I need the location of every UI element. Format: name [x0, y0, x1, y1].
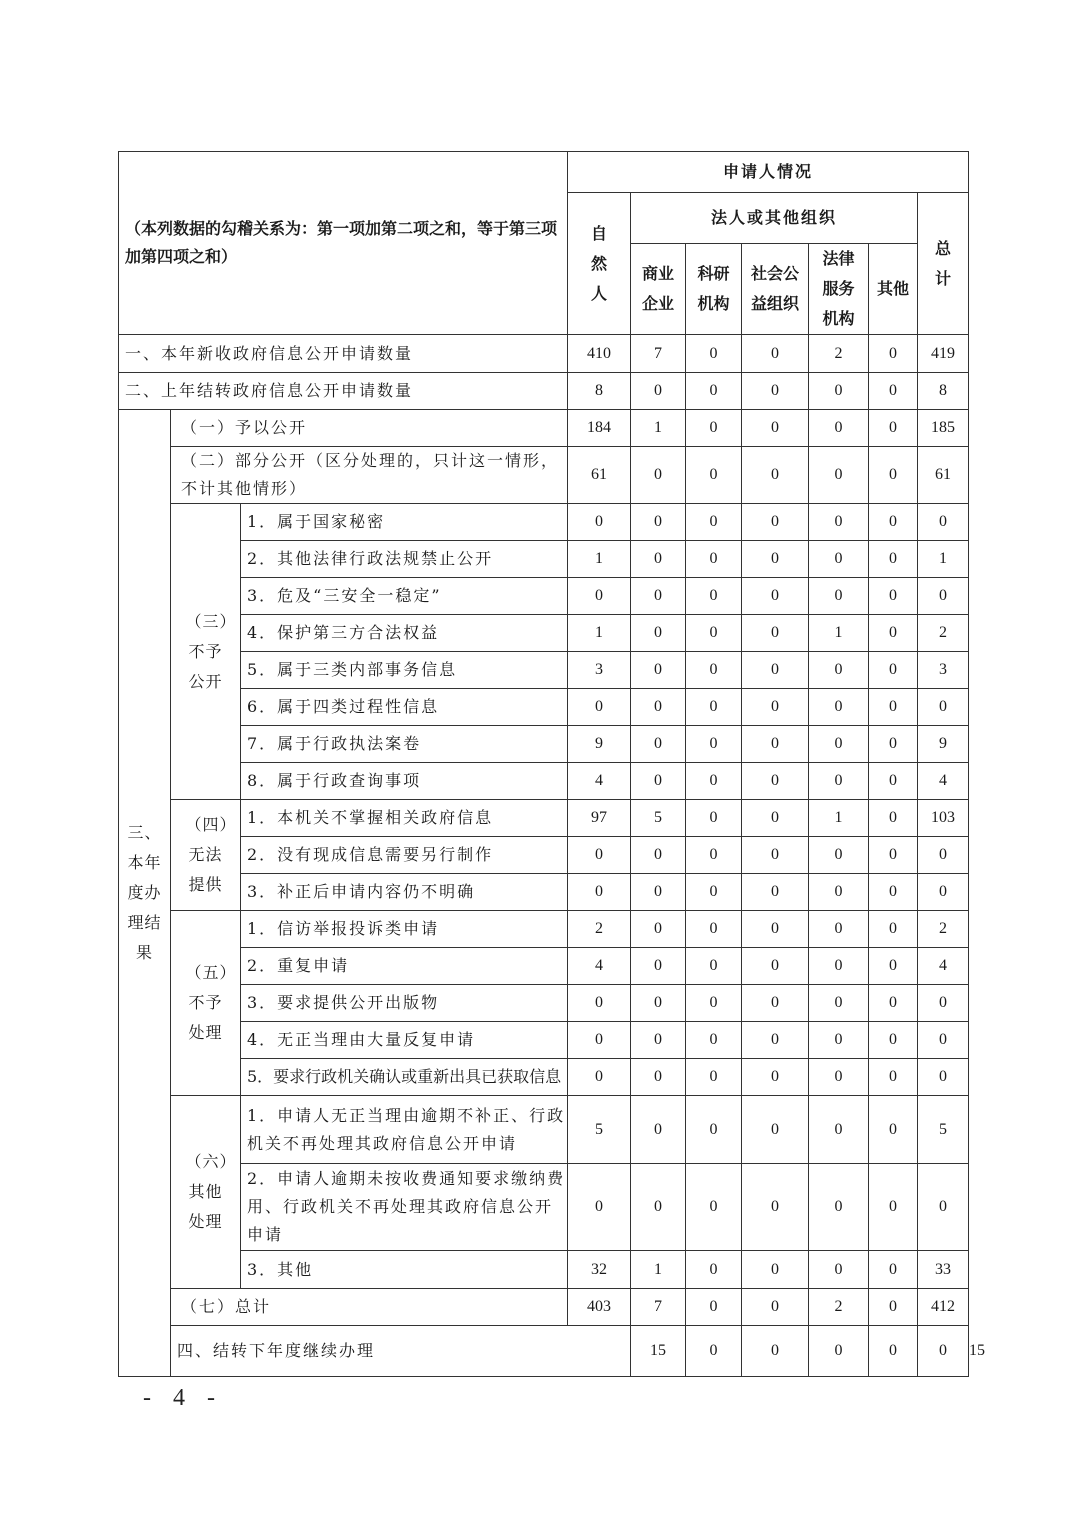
cell: 0	[631, 652, 686, 689]
cell: 0	[631, 948, 686, 985]
header-other: 其他	[869, 244, 918, 335]
table-row	[119, 874, 969, 911]
table-row	[119, 335, 969, 373]
cell: 1	[809, 615, 869, 652]
cell: 0	[686, 689, 742, 726]
cell: 0	[869, 1022, 918, 1059]
cell: 0	[918, 1326, 969, 1377]
cell: 2	[918, 615, 969, 652]
cell: 0	[686, 948, 742, 985]
cell: 0	[742, 652, 809, 689]
cell: 1	[809, 800, 869, 837]
cell: 15	[631, 1326, 686, 1377]
cell: 0	[809, 948, 869, 985]
header-public-welfare: 社会公益组织	[742, 244, 809, 335]
cell: 103	[918, 800, 969, 837]
row-label: 四、结转下年度继续办理	[171, 1326, 631, 1377]
table-row	[119, 689, 969, 726]
cell: 0	[742, 541, 809, 578]
cell: 0	[568, 578, 631, 615]
cell: 0	[742, 1096, 809, 1164]
cell: 0	[869, 1096, 918, 1164]
cell: 0	[869, 373, 918, 410]
row-label: 5．要求行政机关确认或重新出具已获取信息	[241, 1059, 568, 1096]
cell: 8	[568, 373, 631, 410]
row-label: 3．危及“三安全一稳定”	[241, 578, 568, 615]
cell: 419	[918, 335, 969, 373]
cell: 0	[631, 578, 686, 615]
cell: 0	[686, 1164, 742, 1251]
row-label: 2．其他法律行政法规禁止公开	[241, 541, 568, 578]
cell: 0	[631, 1096, 686, 1164]
cell: 0	[869, 763, 918, 800]
cell: 0	[742, 948, 809, 985]
table-row	[119, 447, 969, 504]
cell: 0	[869, 410, 918, 447]
cell: 9	[918, 726, 969, 763]
cell: 2	[568, 911, 631, 948]
table-row	[119, 541, 969, 578]
row-label: 2．没有现成信息需要另行制作	[241, 837, 568, 874]
cell: 0	[686, 1326, 742, 1377]
cell: 0	[918, 1059, 969, 1096]
cell: 5	[631, 800, 686, 837]
table-row	[119, 504, 969, 541]
cell: 0	[742, 726, 809, 763]
cell: 0	[742, 763, 809, 800]
cell: 0	[918, 985, 969, 1022]
table-row	[119, 726, 969, 763]
cell: 0	[742, 911, 809, 948]
cell: 0	[809, 1096, 869, 1164]
cell: 0	[631, 763, 686, 800]
cell: 0	[631, 985, 686, 1022]
table-row	[119, 1251, 969, 1289]
row-label: 1．申请人无正当理由逾期不补正、行政机关不再处理其政府信息公开申请	[241, 1096, 568, 1164]
cell: 0	[742, 1289, 809, 1326]
group-label-unavailable: （四）无法提供	[171, 800, 241, 911]
cell: 0	[686, 373, 742, 410]
cell: 0	[686, 410, 742, 447]
row-label: 2．申请人逾期未按收费通知要求缴纳费用、行政机关不再处理其政府信息公开申请	[241, 1164, 568, 1251]
cell: 9	[568, 726, 631, 763]
cell: 0	[809, 578, 869, 615]
table-row	[119, 1096, 969, 1164]
cell: 0	[809, 689, 869, 726]
row-label: 1．信访举报投诉类申请	[241, 911, 568, 948]
table-row	[119, 1289, 969, 1326]
cell: 0	[631, 1022, 686, 1059]
cell: 0	[869, 726, 918, 763]
cell: 0	[869, 1059, 918, 1096]
header-business: 商业企业	[631, 244, 686, 335]
row-label: 6．属于四类过程性信息	[241, 689, 568, 726]
group-label-not-processed: （五）不予处理	[171, 911, 241, 1096]
header-total: 总计	[918, 193, 969, 335]
row-label: 二、上年结转政府信息公开申请数量	[119, 373, 568, 410]
cell: 0	[631, 373, 686, 410]
cell: 4	[568, 763, 631, 800]
row-label: 3．补正后申请内容仍不明确	[241, 874, 568, 911]
cell: 61	[918, 447, 969, 504]
cell: 0	[809, 985, 869, 1022]
cell: 0	[809, 874, 869, 911]
row-label: （七）总计	[171, 1289, 568, 1326]
cell: 0	[809, 1022, 869, 1059]
cell: 97	[568, 800, 631, 837]
row-label: 2．重复申请	[241, 948, 568, 985]
cell: 0	[568, 837, 631, 874]
group-label-other-handling: （六）其他处理	[171, 1096, 241, 1289]
cell: 0	[742, 578, 809, 615]
cell: 0	[809, 410, 869, 447]
cell: 4	[918, 948, 969, 985]
cell: 0	[742, 874, 809, 911]
cell: 0	[742, 447, 809, 504]
cell: 0	[869, 504, 918, 541]
cell: 0	[686, 541, 742, 578]
cell: 0	[918, 1022, 969, 1059]
cell: 0	[742, 615, 809, 652]
cell: 0	[568, 1059, 631, 1096]
row-label: 1．属于国家秘密	[241, 504, 568, 541]
table-row	[119, 615, 969, 652]
row-label: 3．其他	[241, 1251, 568, 1289]
cell: 412	[918, 1289, 969, 1326]
cell: 0	[686, 837, 742, 874]
cell: 5	[568, 1096, 631, 1164]
cell: 0	[869, 541, 918, 578]
cell: 2	[809, 1289, 869, 1326]
cell: 0	[742, 689, 809, 726]
row-label: 4．保护第三方合法权益	[241, 615, 568, 652]
table-row	[119, 948, 969, 985]
row-label: 7．属于行政执法案卷	[241, 726, 568, 763]
header-natural-person: 自然人	[568, 193, 631, 335]
cell: 0	[742, 985, 809, 1022]
cell: 0	[869, 1251, 918, 1289]
cell: 0	[918, 874, 969, 911]
cell: 0	[686, 1289, 742, 1326]
cell: 0	[631, 504, 686, 541]
cell: 0	[809, 447, 869, 504]
row-label: 1．本机关不掌握相关政府信息	[241, 800, 568, 837]
cell: 0	[809, 726, 869, 763]
row-label: 5．属于三类内部事务信息	[241, 652, 568, 689]
cell: 0	[742, 800, 809, 837]
cell: 7	[631, 1289, 686, 1326]
cell: 0	[686, 504, 742, 541]
page-number: - 4 -	[143, 1385, 223, 1411]
cell: 0	[631, 1164, 686, 1251]
row-label: 3．要求提供公开出版物	[241, 985, 568, 1022]
cell: 410	[568, 335, 631, 373]
cell: 4	[568, 948, 631, 985]
cell: 3	[918, 652, 969, 689]
cell: 0	[631, 874, 686, 911]
cell: 0	[869, 578, 918, 615]
cell: 0	[869, 689, 918, 726]
cell: 0	[918, 689, 969, 726]
row-label: （一）予以公开	[171, 410, 568, 447]
cell: 0	[809, 1164, 869, 1251]
cell: 0	[631, 837, 686, 874]
cell: 3	[568, 652, 631, 689]
table-row	[119, 578, 969, 615]
cell: 0	[686, 985, 742, 1022]
cell: 0	[742, 335, 809, 373]
cell: 0	[809, 652, 869, 689]
cell: 0	[742, 1326, 809, 1377]
cell: 1	[568, 541, 631, 578]
cell: 0	[568, 1164, 631, 1251]
cell: 0	[869, 652, 918, 689]
cell: 0	[686, 578, 742, 615]
cell: 0	[686, 615, 742, 652]
row-label: 4．无正当理由大量反复申请	[241, 1022, 568, 1059]
cell: 1	[631, 410, 686, 447]
cell: 0	[869, 985, 918, 1022]
cell: 0	[568, 874, 631, 911]
cell: 4	[918, 763, 969, 800]
cell: 0	[742, 1022, 809, 1059]
cell: 32	[568, 1251, 631, 1289]
cell: 0	[869, 874, 918, 911]
cell: 1	[631, 1251, 686, 1289]
cell: 8	[918, 373, 969, 410]
cell: 1	[568, 615, 631, 652]
disclosure-statistics-table	[118, 151, 986, 1377]
table-row	[119, 410, 969, 447]
section3-label: 三、本年度办理结果	[119, 410, 171, 1377]
cell: 0	[686, 911, 742, 948]
cell: 0	[686, 335, 742, 373]
cell: 403	[568, 1289, 631, 1326]
cell: 2	[809, 335, 869, 373]
cell: 0	[742, 1059, 809, 1096]
table-row	[119, 837, 969, 874]
cell: 0	[568, 1022, 631, 1059]
table-row	[119, 800, 969, 837]
cell: 0	[809, 373, 869, 410]
table-row	[119, 1022, 969, 1059]
cell: 0	[918, 837, 969, 874]
header-legal-or-other: 法人或其他组织	[631, 193, 918, 244]
cell: 0	[809, 504, 869, 541]
cell: 0	[809, 1326, 869, 1377]
cell: 0	[809, 911, 869, 948]
cell: 0	[869, 911, 918, 948]
cell: 0	[686, 874, 742, 911]
cell: 5	[918, 1096, 969, 1164]
cell: 0	[631, 726, 686, 763]
cell: 0	[809, 1251, 869, 1289]
cell: 0	[631, 911, 686, 948]
cell: 0	[869, 335, 918, 373]
cell: 0	[809, 1059, 869, 1096]
cell: 33	[918, 1251, 969, 1289]
cell: 0	[809, 763, 869, 800]
cell: 0	[869, 837, 918, 874]
row-label: 8．属于行政查询事项	[241, 763, 568, 800]
cell: 0	[742, 837, 809, 874]
group-label-withheld: （三）不予公开	[171, 504, 241, 800]
table-row	[119, 911, 969, 948]
cell: 0	[742, 1164, 809, 1251]
cell: 0	[869, 800, 918, 837]
cell: 1	[918, 541, 969, 578]
table-row	[119, 1059, 969, 1096]
cell: 0	[742, 410, 809, 447]
cell: 0	[631, 541, 686, 578]
cell: 0	[686, 447, 742, 504]
cell: 0	[869, 1289, 918, 1326]
cell: 0	[686, 800, 742, 837]
cell: 0	[869, 948, 918, 985]
cell: 0	[686, 726, 742, 763]
cell: 0	[869, 615, 918, 652]
cell: 7	[631, 335, 686, 373]
table-row: 四、结转下年度继续办理 15 0 0 0 0 0 15	[119, 1326, 969, 1377]
header-applicant-status: 申请人情况	[568, 152, 969, 193]
row-label: 一、本年新收政府信息公开申请数量	[119, 335, 568, 373]
cell: 0	[918, 504, 969, 541]
cell: 0	[568, 985, 631, 1022]
cell: 0	[568, 504, 631, 541]
cell: 185	[918, 410, 969, 447]
cell: 184	[568, 410, 631, 447]
column-relation-note: （本列数据的勾稽关系为：第一项加第二项之和，等于第三项加第四项之和）	[119, 152, 568, 335]
cell: 0	[742, 1251, 809, 1289]
cell: 0	[631, 1059, 686, 1096]
cell: 0	[631, 447, 686, 504]
table-row	[119, 652, 969, 689]
table-row	[119, 373, 969, 410]
cell: 0	[686, 652, 742, 689]
cell: 0	[918, 1164, 969, 1251]
cell: 0	[686, 763, 742, 800]
cell: 0	[869, 1164, 918, 1251]
cell: 0	[686, 1059, 742, 1096]
cell: 0	[918, 578, 969, 615]
cell: 0	[742, 373, 809, 410]
cell: 0	[686, 1251, 742, 1289]
cell: 0	[631, 615, 686, 652]
cell: 0	[686, 1096, 742, 1164]
row-label: （二）部分公开（区分处理的，只计这一情形，不计其他情形）	[171, 447, 568, 504]
cell: 2	[918, 911, 969, 948]
cell: 0	[686, 1022, 742, 1059]
table-row	[119, 985, 969, 1022]
cell: 0	[869, 447, 918, 504]
cell: 0	[809, 837, 869, 874]
cell: 0	[568, 689, 631, 726]
cell: 61	[568, 447, 631, 504]
table-row	[119, 1164, 969, 1251]
header-legal-service: 法律服务机构	[809, 244, 869, 335]
cell: 0	[742, 504, 809, 541]
cell: 0	[869, 1326, 918, 1377]
header-research: 科研机构	[686, 244, 742, 335]
cell: 0	[809, 541, 869, 578]
cell: 0	[631, 689, 686, 726]
table-row	[119, 763, 969, 800]
